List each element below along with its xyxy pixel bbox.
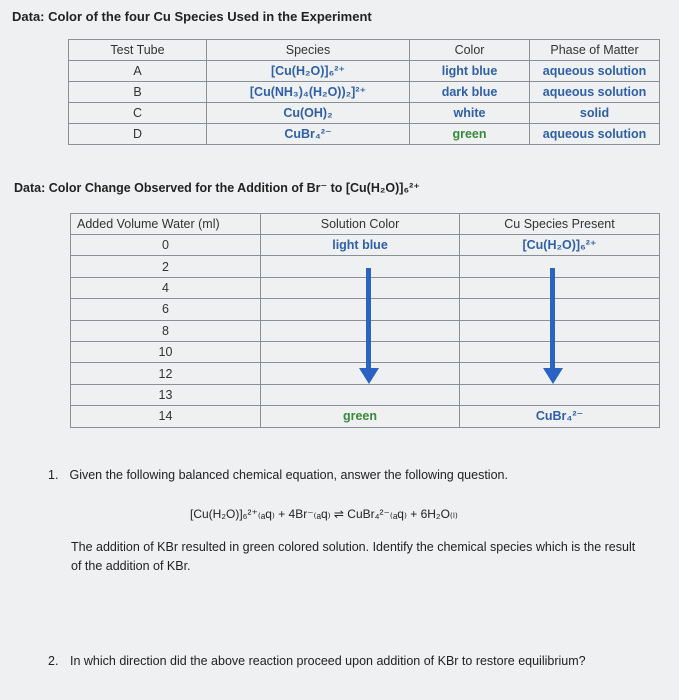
tube-cell: D [69,124,207,145]
arrow-down-icon [358,268,380,386]
header-color: Color [410,40,530,61]
table-row [69,61,660,82]
phase-cell: aqueous solution [530,124,660,145]
tube-cell: A [69,61,207,82]
header-test-tube: Test Tube [69,40,207,61]
table-row [71,235,660,256]
species-cell: Cu(OH)₂ [207,103,410,124]
table-row [71,406,660,427]
species-cell: [Cu(NH₃)₄(H₂O))₂]²⁺ [207,82,410,103]
heading-color-change: Data: Color Change Observed for the Addition of Br⁻ to [Cu(H₂O)]₆²⁺ [14,181,420,195]
header-species: Species [207,40,410,61]
table-row [71,384,660,405]
header-phase: Phase of Matter [530,40,660,61]
question-number: 1. [48,468,59,482]
tube-cell: B [69,82,207,103]
phase-cell: aqueous solution [530,82,660,103]
question-1-prompt: The addition of KBr resulted in green colored solution. Identify the chemical species which is the result of the addition of KBr. [71,540,636,573]
question-2 [48,652,648,671]
table-header-row [69,40,660,61]
table-header-row [71,214,660,235]
table-row [69,82,660,103]
solution-color-start: light blue [261,235,460,256]
phase-cell: solid [530,103,660,124]
header-solution-color: Solution Color [261,214,460,235]
question-text: In which direction did the above reaction proceed upon addition of KBr to restore equilibrium? [70,654,586,668]
color-cell: dark blue [410,82,530,103]
table-row [69,103,660,124]
color-cell: light blue [410,61,530,82]
color-cell: green [410,124,530,145]
cu-species-table [68,39,660,145]
tube-cell: C [69,103,207,124]
volume-cell: 10 [71,341,261,362]
solution-color-end: green [261,406,460,427]
volume-cell: 12 [71,363,261,384]
chemical-equation: [Cu(H₂O)]₆²⁺₍ₐq₎ + 4Br⁻₍ₐq₎ ⇌ CuBr₄²⁻₍ₐq₎ + 6H₂O₍ₗ₎ [190,507,458,521]
volume-cell: 0 [71,235,261,256]
question-number: 2. [48,654,59,668]
species-present-start: [Cu(H₂O)]₆²⁺ [460,235,660,256]
species-cell: [Cu(H₂O)]₆²⁺ [207,61,410,82]
heading-cu-species: Data: Color of the four Cu Species Used in the Experiment [12,9,372,24]
volume-cell: 14 [71,406,261,427]
volume-cell: 6 [71,299,261,320]
header-added-volume: Added Volume Water (ml) [71,214,261,235]
volume-cell: 4 [71,277,261,298]
phase-cell: aqueous solution [530,61,660,82]
species-cell: CuBr₄²⁻ [207,124,410,145]
question-text: Given the following balanced chemical equation, answer the following question. [69,468,508,482]
volume-cell: 8 [71,320,261,341]
volume-cell: 2 [71,256,261,277]
arrow-down-icon [542,268,564,386]
question-1 [48,466,508,485]
volume-cell: 13 [71,384,261,405]
table-row [69,124,660,145]
color-cell: white [410,103,530,124]
species-present-end: CuBr₄²⁻ [460,406,660,427]
header-cu-species-present: Cu Species Present [460,214,660,235]
